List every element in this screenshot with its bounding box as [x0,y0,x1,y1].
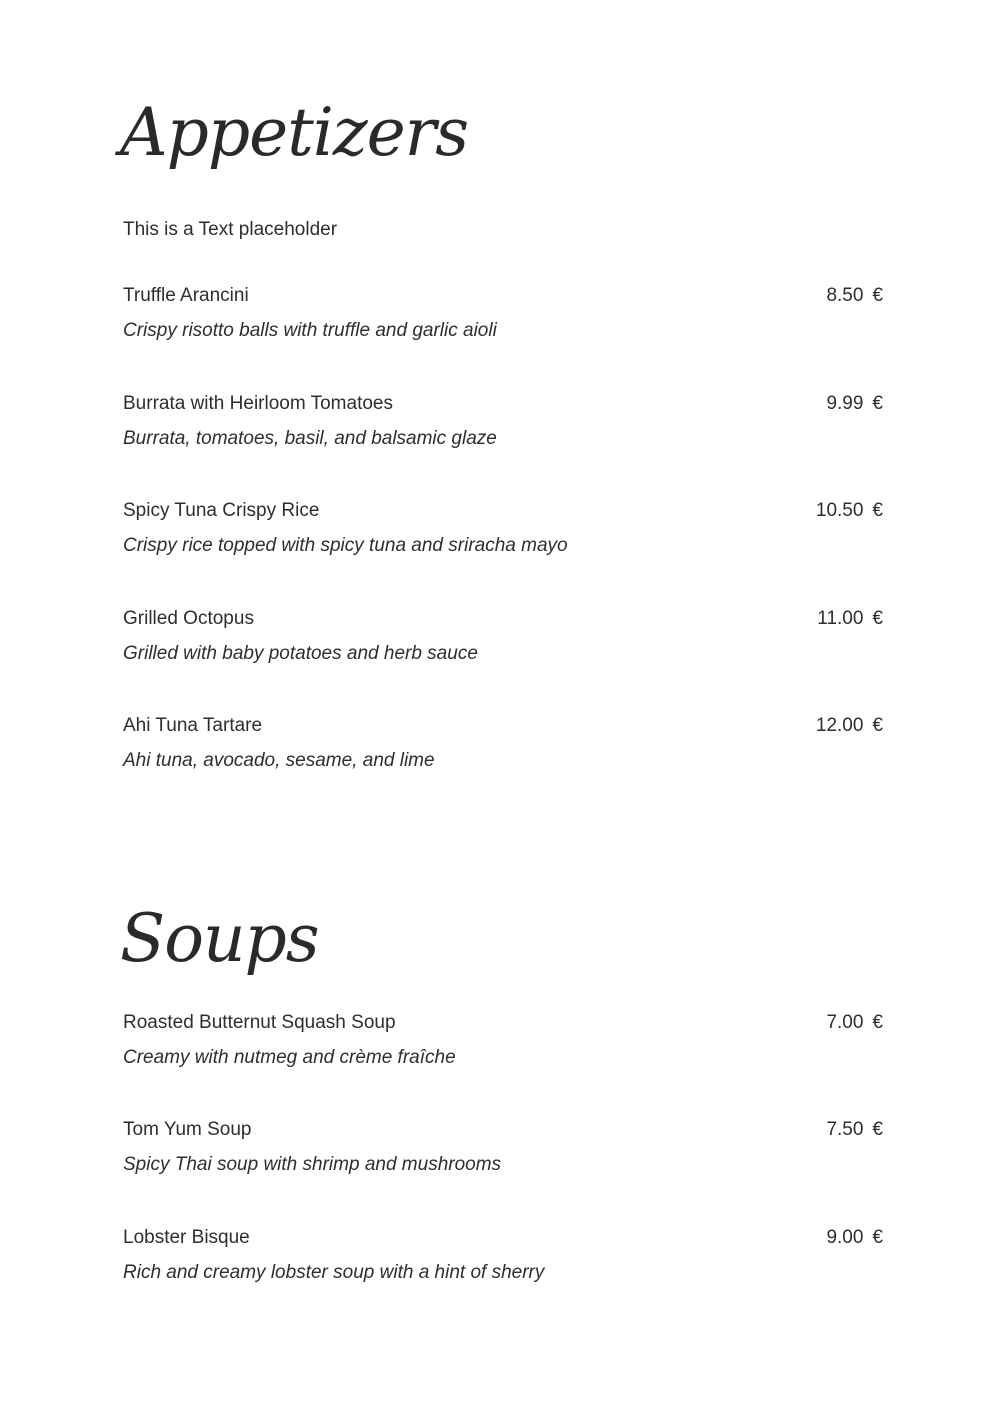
item-price [826,1118,883,1142]
section-intro: This is a Text placeholder [123,219,338,240]
price-currency: € [872,1227,883,1248]
price-currency: € [872,1119,883,1140]
menu-item [123,714,883,784]
section-title-appetizers: Appetizers [120,94,469,171]
item-name: Grilled Octopus [123,608,254,629]
item-name: Lobster Bisque [123,1227,250,1248]
item-name: Tom Yum Soup [123,1119,252,1140]
item-description: Crispy risotto balls with truffle and garlic aioli [123,320,497,341]
item-price [826,1226,883,1250]
item-description: Crispy rice topped with spicy tuna and sriracha mayo [123,535,568,556]
item-name: Burrata with Heirloom Tomatoes [123,393,393,414]
price-currency: € [872,285,883,306]
menu-item [123,607,883,677]
item-price [826,392,883,416]
price-value: 7.00 [826,1012,864,1033]
item-price [817,607,883,631]
price-currency: € [872,1012,883,1033]
menu-item [123,1226,883,1296]
menu-item [123,392,883,462]
price-value: 10.50 [815,500,864,521]
item-name: Roasted Butternut Squash Soup [123,1012,396,1033]
item-price [826,284,883,308]
item-description: Spicy Thai soup with shrimp and mushrooms [123,1154,502,1175]
price-currency: € [872,500,883,521]
item-name: Truffle Arancini [123,285,249,306]
price-currency: € [872,715,883,736]
item-description: Rich and creamy lobster soup with a hint of sherry [123,1262,545,1283]
item-description: Creamy with nutmeg and crème fraîche [123,1047,456,1068]
item-name: Ahi Tuna Tartare [123,715,263,736]
price-value: 11.00 [817,608,864,629]
price-value: 8.50 [826,285,864,306]
menu-item [123,499,883,569]
price-value: 9.00 [826,1227,864,1248]
price-currency: € [872,608,883,629]
item-description: Ahi tuna, avocado, sesame, and lime [123,750,435,771]
section-title-soups: Soups [120,900,319,977]
item-price [816,714,883,738]
price-value: 7.50 [826,1119,864,1140]
item-description: Grilled with baby potatoes and herb sauce [123,643,478,664]
item-description: Burrata, tomatoes, basil, and balsamic glaze [123,428,497,449]
price-value: 12.00 [815,715,864,736]
price-value: 9.99 [826,393,864,414]
item-name: Spicy Tuna Crispy Rice [123,500,320,521]
menu-item [123,1011,883,1081]
item-price [826,1011,883,1035]
menu-item [123,284,883,354]
price-currency: € [872,393,883,414]
menu-item [123,1118,883,1188]
item-price [816,499,883,523]
